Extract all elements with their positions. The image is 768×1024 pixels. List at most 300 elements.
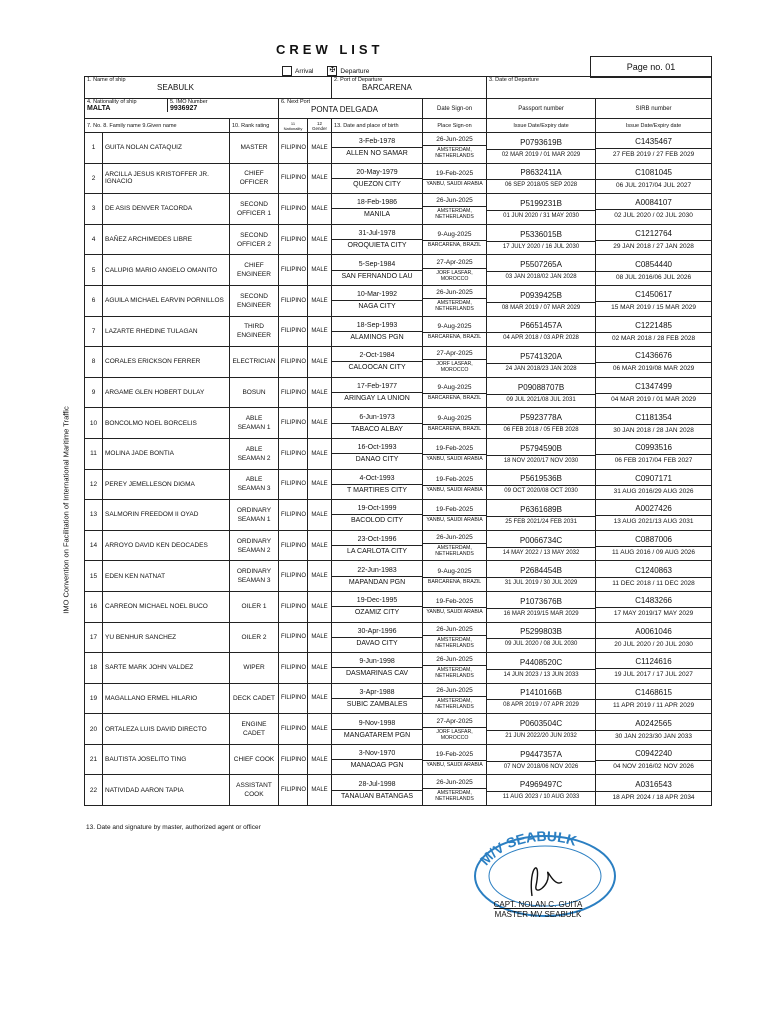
crew-rank <box>230 622 279 653</box>
crew-rank <box>230 438 279 469</box>
crew-sign-on-place: BARCARENA, BRAZIL <box>423 577 486 585</box>
crew-sign-on-date: 26-Jun-2025 <box>436 289 473 297</box>
header-row-1 <box>85 77 712 99</box>
crew-sign-on-place: BARCARENA, BRAZIL <box>423 393 486 401</box>
crew-birth <box>332 714 423 745</box>
crew-passport-number: P9447357A <box>520 749 562 759</box>
crew-sign-on <box>423 653 487 684</box>
crew-sign-on-date: 9-Aug-2025 <box>437 567 472 575</box>
crew-sign-on-date: 27-Apr-2025 <box>436 717 473 725</box>
crew-birth <box>332 530 423 561</box>
crew-dob: 30-Apr-1996 <box>357 627 397 635</box>
crew-sirb-number: A0316543 <box>635 779 672 789</box>
crew-passport <box>487 316 596 347</box>
crew-dob: 31-Jul-1978 <box>358 230 396 238</box>
crew-rank <box>230 408 279 439</box>
crew-rank <box>230 163 279 194</box>
crew-sign-on-place: AMSTERDAM, NETHERLANDS <box>423 206 486 220</box>
crew-sign-on <box>423 224 487 255</box>
crew-gender-text: MALE <box>311 205 328 212</box>
crew-row <box>85 408 712 439</box>
no-header: 7. No. <box>87 122 102 129</box>
crew-name-text: AGUILA MICHAEL EARVIN PORNILLOS <box>105 297 224 305</box>
crew-no-text: 8 <box>91 358 96 366</box>
crew-sirb-dates: 29 JAN 2018 / 27 JAN 2028 <box>596 240 711 250</box>
crew-passport <box>487 255 596 286</box>
crew-no <box>85 408 103 439</box>
crew-gender <box>308 133 332 164</box>
crew-nationality-text: FILIPINO <box>281 695 307 702</box>
departure-label: Departure <box>340 67 370 75</box>
crew-rank <box>230 469 279 500</box>
crew-rank-text: WIPER <box>243 664 265 672</box>
crew-row <box>85 347 712 378</box>
crew-sign-on-date: 26-Jun-2025 <box>436 686 473 694</box>
crew-passport-number: P0603504C <box>519 719 563 729</box>
crew-row <box>85 714 712 745</box>
crew-sign-on-date: 9-Aug-2025 <box>437 231 472 239</box>
crew-birth <box>332 591 423 622</box>
crew-row <box>85 500 712 531</box>
crew-nationality-text: FILIPINO <box>281 573 307 580</box>
crew-sirb-number: C0942240 <box>635 749 672 759</box>
crew-sirb-number: A0084107 <box>635 198 672 208</box>
crew-pob: DAVAO CITY <box>332 637 422 647</box>
crew-nationality <box>279 347 308 378</box>
crew-sign-on-date: 26-Jun-2025 <box>436 625 473 633</box>
crew-nationality-text: FILIPINO <box>281 236 307 243</box>
crew-gender <box>308 622 332 653</box>
crew-name <box>103 714 230 745</box>
crew-row <box>85 285 712 316</box>
next-port-cell <box>279 99 423 119</box>
crew-gender-text: MALE <box>311 297 328 304</box>
crew-no-text: 5 <box>91 266 96 274</box>
crew-sirb <box>596 316 712 347</box>
crew-sign-on-date: 26-Jun-2025 <box>436 778 473 786</box>
crew-sign-on-place: BARCARENA, BRAZIL <box>423 240 486 248</box>
crew-name <box>103 469 230 500</box>
crew-name <box>103 377 230 408</box>
crew-passport-dates: 08 MAR 2019 / 07 MAR 2029 <box>487 302 595 311</box>
crew-no <box>85 744 103 775</box>
crew-sirb-dates: 06 FEB 2017/04 FEB 2027 <box>596 454 711 464</box>
crew-birth <box>332 438 423 469</box>
crew-sign-on <box>423 438 487 469</box>
crew-sign-on <box>423 622 487 653</box>
crew-passport <box>487 775 596 806</box>
crew-dob: 9-Jun-1998 <box>359 658 395 666</box>
crew-sign-on-place: YANBU, SAUDI ARABIA <box>423 607 486 615</box>
crew-name-text: SARTE MARK JOHN VALDEZ <box>105 664 194 672</box>
crew-passport <box>487 285 596 316</box>
crew-rank-text: ORDINARY SEAMAN 2 <box>236 537 272 554</box>
crew-sirb <box>596 347 712 378</box>
crew-passport-dates: 18 NOV 2020/17 NOV 2030 <box>487 455 595 464</box>
crew-gender <box>308 347 332 378</box>
crew-nationality-text: FILIPINO <box>281 664 307 671</box>
crew-rank <box>230 744 279 775</box>
crew-nationality-text: FILIPINO <box>281 603 307 610</box>
crew-sign-on-place: JORF LASFAR, MOROCCO <box>423 268 486 282</box>
crew-no-text: 22 <box>89 786 98 794</box>
crew-passport-number: P6361689B <box>520 504 562 514</box>
crew-pob: ARINGAY LA UNION <box>332 392 422 402</box>
crew-rank-text: SECOND OFFICER 1 <box>237 200 271 217</box>
crew-no <box>85 500 103 531</box>
crew-nationality <box>279 714 308 745</box>
crew-sirb <box>596 194 712 225</box>
crew-no <box>85 163 103 194</box>
ship-name-label: 1. Name of ship <box>87 77 126 83</box>
crew-sirb <box>596 622 712 653</box>
crew-passport <box>487 714 596 745</box>
crew-row <box>85 469 712 500</box>
crew-gender-text: MALE <box>311 267 328 274</box>
crew-rank-text: THIRD ENGINEER <box>237 323 271 340</box>
crew-sirb-number: C0854440 <box>635 259 672 269</box>
crew-pob: MANILA <box>332 208 422 218</box>
sirb-header: SIRB number <box>596 99 712 119</box>
crew-nationality-text: FILIPINO <box>281 542 307 549</box>
crew-sirb-number: C1124616 <box>635 657 672 667</box>
crew-gender <box>308 377 332 408</box>
crew-passport-number: P5199231B <box>520 198 562 208</box>
place-sign-on-header: Place Sign-on <box>423 119 487 133</box>
crew-rank-text: ABLE SEAMAN 1 <box>237 415 271 432</box>
crew-dob: 18-Sep-1993 <box>356 321 398 329</box>
crew-passport-dates: 06 SEP 2018/05 SEP 2028 <box>487 179 595 188</box>
crew-row <box>85 744 712 775</box>
crew-passport <box>487 469 596 500</box>
crew-sirb-number: C1468615 <box>635 687 672 697</box>
crew-row <box>85 622 712 653</box>
crew-no-text: 11 <box>90 450 97 458</box>
crew-nationality <box>279 561 308 592</box>
crew-sirb-dates: 04 NOV 2016/02 NOV 2026 <box>596 760 711 770</box>
crew-passport <box>487 194 596 225</box>
crew-passport-dates: 21 JUN 2022/20 JUN 2032 <box>487 730 595 739</box>
crew-gender-text: MALE <box>311 144 328 151</box>
crew-nationality-text: FILIPINO <box>281 481 307 488</box>
arrival-checkbox <box>282 66 292 76</box>
crew-name <box>103 285 230 316</box>
crew-no <box>85 194 103 225</box>
crew-sign-on <box>423 683 487 714</box>
nationality-value: MALTA <box>87 105 111 112</box>
crew-birth <box>332 316 423 347</box>
nationality-word: Nationality <box>283 125 303 131</box>
crew-sign-on-place: AMSTERDAM, NETHERLANDS <box>423 635 486 649</box>
crew-rank <box>230 316 279 347</box>
crew-sirb-number: C0993516 <box>635 443 672 453</box>
crew-passport-dates: 09 OCT 2020/08 OCT 2030 <box>487 485 595 494</box>
crew-pob: T MARTIRES CITY <box>332 484 422 494</box>
crew-sirb-dates: 04 MAR 2019 / 01 MAR 2029 <box>596 393 711 403</box>
crew-birth <box>332 194 423 225</box>
crew-sign-on-place: YANBU, SAUDI ARABIA <box>423 485 486 493</box>
crew-nationality-text: FILIPINO <box>281 787 307 794</box>
crew-sign-on <box>423 285 487 316</box>
crew-rank-text: CHIEF COOK <box>233 756 275 764</box>
crew-passport-dates: 31 JUL 2019 / 30 JUL 2029 <box>487 577 595 586</box>
crew-no <box>85 653 103 684</box>
crew-nationality <box>279 653 308 684</box>
crew-no-text: 21 <box>89 756 98 764</box>
crew-name <box>103 561 230 592</box>
crew-sirb <box>596 285 712 316</box>
signature-scribble <box>531 868 562 896</box>
crew-passport <box>487 683 596 714</box>
crew-dob: 23-Oct-1996 <box>357 536 397 544</box>
crew-name <box>103 408 230 439</box>
crew-rank-text: ORDINARY SEAMAN 1 <box>236 506 272 523</box>
crew-sirb <box>596 591 712 622</box>
crew-sign-on <box>423 744 487 775</box>
crew-gender-text: MALE <box>311 236 328 243</box>
crew-passport <box>487 591 596 622</box>
crew-gender <box>308 530 332 561</box>
crew-birth <box>332 347 423 378</box>
crew-sign-on <box>423 591 487 622</box>
crew-sirb-number: C1212764 <box>635 229 672 239</box>
crew-sign-on-place: YANBU, SAUDI ARABIA <box>423 179 486 187</box>
crew-dob: 18-Feb-1986 <box>356 199 398 207</box>
crew-passport-number: P5619536B <box>520 474 562 484</box>
imo-value: 9936927 <box>170 105 198 112</box>
crew-passport-number: P5336015B <box>520 229 562 239</box>
crew-passport-dates: 17 JULY 2020 / 16 JUL 2030 <box>487 241 595 250</box>
crew-name-text: NATIVIDAD AARON TAPIA <box>105 786 184 794</box>
crew-sirb-dates: 30 JAN 2018 / 28 JAN 2028 <box>596 424 711 434</box>
crew-name <box>103 622 230 653</box>
header-row-3 <box>85 119 712 133</box>
crew-no-text: 19 <box>89 694 98 702</box>
crew-name <box>103 683 230 714</box>
crew-row <box>85 194 712 225</box>
crew-sign-on-place: AMSTERDAM, NETHERLANDS <box>423 696 486 710</box>
crew-passport-dates: 07 NOV 2018/06 NOV 2026 <box>487 761 595 770</box>
crew-name <box>103 316 230 347</box>
crew-birth <box>332 163 423 194</box>
crew-dob: 19-Dec-1995 <box>356 597 398 605</box>
crew-dob: 22-Jun-1983 <box>357 566 397 574</box>
crew-rank-text: MASTER <box>240 144 268 152</box>
crew-sign-on-place: AMSTERDAM, NETHERLANDS <box>423 298 486 312</box>
crew-sign-on <box>423 714 487 745</box>
crew-sirb-dates: 11 DEC 2018 / 11 DEC 2028 <box>596 577 711 587</box>
port-departure-cell <box>332 77 487 99</box>
crew-no <box>85 714 103 745</box>
crew-sirb-dates: 06 JUL 2017/04 JUL 2027 <box>596 179 711 189</box>
crew-nationality <box>279 285 308 316</box>
crew-gender <box>308 500 332 531</box>
crew-rank-text: ABLE SEAMAN 2 <box>237 445 271 462</box>
family-given-header: 8. Family name 9.Given name <box>103 122 177 129</box>
crew-sirb <box>596 561 712 592</box>
crew-passport-dates: 02 MAR 2019 / 01 MAR 2029 <box>487 149 595 158</box>
crew-gender-text: MALE <box>311 511 328 518</box>
crew-no <box>85 438 103 469</box>
crew-pob: TANAUAN BATANGAS <box>332 790 422 800</box>
nationality-column-header <box>279 119 308 133</box>
crew-name <box>103 530 230 561</box>
crew-nationality-text: FILIPINO <box>281 634 307 641</box>
crew-sirb <box>596 744 712 775</box>
crew-rank <box>230 775 279 806</box>
crew-gender-text: MALE <box>311 450 328 457</box>
crew-no <box>85 683 103 714</box>
crew-pob: NAGA CITY <box>332 300 422 310</box>
next-port-value: PONTA DELGADA <box>311 105 378 114</box>
crew-dob: 6-Jun-1973 <box>359 413 395 421</box>
crew-sirb-number: C1181354 <box>635 412 672 422</box>
crew-dob: 2-Oct-1984 <box>359 352 395 360</box>
crew-sirb-dates: 27 FEB 2019 / 27 FEB 2029 <box>596 148 711 158</box>
crew-sign-on-place: YANBU, SAUDI ARABIA <box>423 454 486 462</box>
crew-rank <box>230 133 279 164</box>
crew-nationality <box>279 591 308 622</box>
crew-gender-text: MALE <box>311 695 328 702</box>
crew-passport <box>487 438 596 469</box>
crew-passport-number: P0066734C <box>519 535 563 545</box>
crew-passport-dates: 11 AUG 2023 / 10 AUG 2033 <box>487 791 595 800</box>
crew-gender-text: MALE <box>311 481 328 488</box>
crew-dob: 19-Oct-1999 <box>357 505 397 513</box>
crew-sirb <box>596 408 712 439</box>
crew-name-text: SALMORIN FREEDOM II OYAD <box>105 511 199 519</box>
crew-nationality <box>279 438 308 469</box>
crew-sign-on <box>423 255 487 286</box>
crew-sign-on-date: 19-Feb-2025 <box>435 751 474 759</box>
crew-no-text: 3 <box>91 205 96 213</box>
crew-gender-text: MALE <box>311 664 328 671</box>
crew-passport <box>487 653 596 684</box>
crew-rank <box>230 561 279 592</box>
crew-passport <box>487 500 596 531</box>
crew-gender-text: MALE <box>311 573 328 580</box>
crew-nationality-text: FILIPINO <box>281 511 307 518</box>
crew-row <box>85 438 712 469</box>
crew-sirb-dates: 13 AUG 2021/13 AUG 2031 <box>596 515 711 525</box>
crew-sirb <box>596 224 712 255</box>
crew-rank <box>230 347 279 378</box>
crew-pob: QUEZON CITY <box>332 178 422 188</box>
crew-sign-on-date: 26-Jun-2025 <box>436 136 473 144</box>
crew-passport-number: P0939425B <box>520 290 562 300</box>
crew-sign-on <box>423 561 487 592</box>
crew-no <box>85 224 103 255</box>
crew-dob: 28-Jul-1998 <box>358 780 396 788</box>
crew-dob: 4-Oct-1993 <box>359 474 395 482</box>
ship-name-cell <box>85 77 332 99</box>
crew-pob: BACOLOD CITY <box>332 514 422 524</box>
crew-dob: 3-Nov-1970 <box>358 750 396 758</box>
crew-sign-on <box>423 163 487 194</box>
crew-sign-on-place: JORF LASFAR, MOROCCO <box>423 359 486 373</box>
crew-gender <box>308 438 332 469</box>
crew-row <box>85 316 712 347</box>
crew-sirb-dates: 06 MAR 2019/08 MAR 2029 <box>596 362 711 372</box>
crew-name <box>103 133 230 164</box>
crew-nationality <box>279 224 308 255</box>
crew-name <box>103 163 230 194</box>
crew-nationality <box>279 622 308 653</box>
crew-no-text: 13 <box>89 511 98 519</box>
crew-nationality <box>279 775 308 806</box>
crew-nationality-text: FILIPINO <box>281 205 307 212</box>
crew-row <box>85 163 712 194</box>
passport-header: Passport number <box>487 99 596 119</box>
crew-sign-on-date: 19-Feb-2025 <box>435 506 474 514</box>
port-departure-label: 2. Port of Departure <box>334 77 383 83</box>
crew-sirb <box>596 530 712 561</box>
crew-passport-dates: 09 JUL 2020 / 08 JUL 2030 <box>487 638 595 647</box>
crew-name <box>103 438 230 469</box>
crew-nationality <box>279 744 308 775</box>
crew-no <box>85 316 103 347</box>
crew-sirb-number: C1081045 <box>635 167 672 177</box>
crew-row <box>85 224 712 255</box>
crew-rank-text: ABLE SEAMAN 3 <box>237 476 271 493</box>
crew-gender <box>308 744 332 775</box>
crew-passport-number: P1073676B <box>520 596 562 606</box>
crew-pob: OROQUIETA CITY <box>332 239 422 249</box>
crew-rank <box>230 714 279 745</box>
crew-passport-number: P8632411A <box>520 168 562 178</box>
crew-sirb-number: C1435467 <box>635 137 672 147</box>
crew-passport-number: P5794590B <box>520 443 562 453</box>
crew-name-text: LAZARTE RHEDINE TULAGAN <box>105 327 198 335</box>
crew-gender-text: MALE <box>311 175 328 182</box>
crew-rank <box>230 285 279 316</box>
crew-name-text: BONCOLMO NOEL BORCELIS <box>105 419 197 427</box>
crew-rank <box>230 500 279 531</box>
crew-sirb-dates: 31 AUG 2016/29 AUG 2026 <box>596 485 711 495</box>
crew-row <box>85 683 712 714</box>
crew-sirb <box>596 775 712 806</box>
crew-birth <box>332 744 423 775</box>
crew-sign-on-date: 9-Aug-2025 <box>437 384 472 392</box>
crew-pob: OZAMIZ CITY <box>332 606 422 616</box>
crew-sirb-dates: 15 MAR 2019 / 15 MAR 2029 <box>596 301 711 311</box>
crew-sirb-dates: 02 MAR 2018 / 28 FEB 2028 <box>596 332 711 342</box>
crew-no <box>85 561 103 592</box>
sirb-dates-header: Issue Date/Expiry date <box>596 119 712 133</box>
crew-rank <box>230 591 279 622</box>
date-departure-cell <box>487 77 712 99</box>
crew-dob: 3-Feb-1978 <box>358 138 396 146</box>
crew-nationality-text: FILIPINO <box>281 297 307 304</box>
crew-sign-on-place: AMSTERDAM, NETHERLANDS <box>423 665 486 679</box>
crew-passport-dates: 08 APR 2019 / 07 APR 2029 <box>487 699 595 708</box>
crew-sign-on <box>423 530 487 561</box>
crew-sign-on <box>423 377 487 408</box>
crew-row <box>85 591 712 622</box>
crew-no-text: 1 <box>91 144 96 152</box>
crew-sirb <box>596 133 712 164</box>
crew-no-text: 14 <box>89 542 98 550</box>
crew-passport <box>487 561 596 592</box>
crew-passport-number: P09088707B <box>517 382 565 392</box>
crew-gender <box>308 469 332 500</box>
crew-passport-dates: 09 JUL 2021/08 JUL 2031 <box>487 394 595 403</box>
crew-sign-on-date: 27-Apr-2025 <box>436 350 473 358</box>
crew-birth <box>332 377 423 408</box>
crew-passport <box>487 163 596 194</box>
crew-nationality-text: FILIPINO <box>281 450 307 457</box>
crew-gender-text: MALE <box>311 358 328 365</box>
